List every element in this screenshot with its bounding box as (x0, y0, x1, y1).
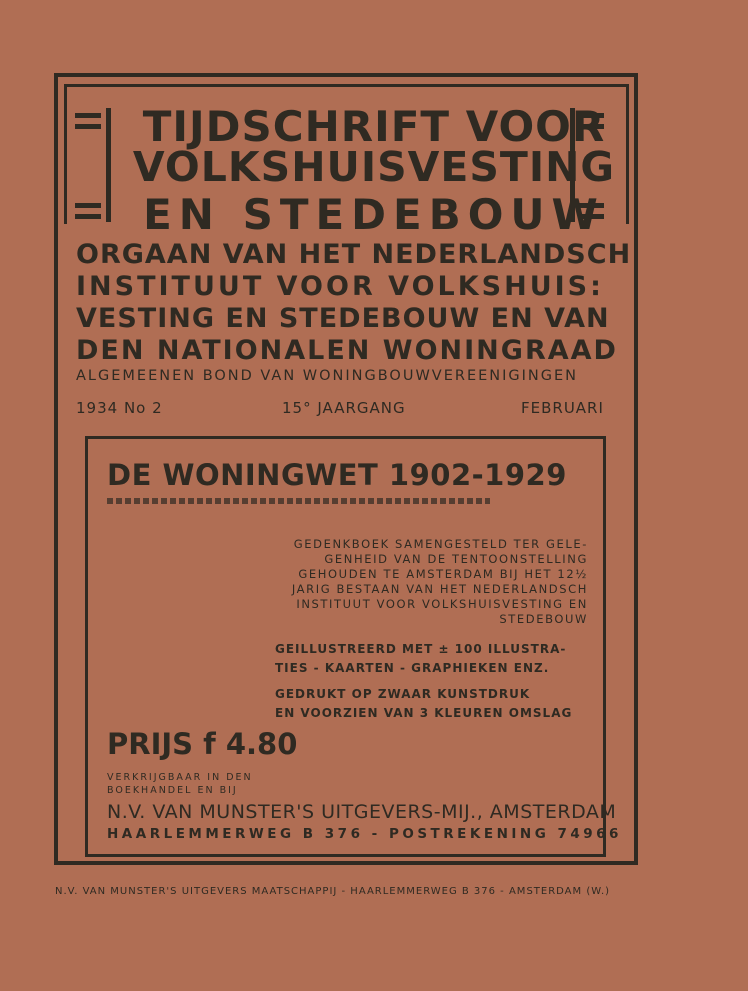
description-line: JARIG BESTAAN VAN HET NEDERLANDSCH (291, 582, 588, 596)
subtitle-line-2: INSTITUUT VOOR VOLKSHUIS: (76, 271, 604, 302)
subtitle-line-3: VESTING EN STEDEBOUW EN VAN (76, 303, 610, 334)
advertisement-title: DE WONINGWET 1902-1929 (107, 458, 567, 492)
subtitle-line-4: DEN NATIONALEN WONINGRAAD (76, 335, 618, 366)
description-line: GENHEID VAN DE TENTOONSTELLING (324, 552, 588, 566)
description-line: INSTITUUT VOOR VOLKSHUISVESTING EN (296, 597, 588, 611)
issue-volume: 15° JAARGANG (282, 399, 406, 417)
print-line: GEDRUKT OP ZWAAR KUNSTDRUK (275, 687, 531, 701)
subtitle-line-5: ALGEMEENEN BOND VAN WONINGBOUWVEREENIGINGEN (76, 368, 579, 384)
footer-imprint: N.V. VAN MUNSTER'S UITGEVERS MAATSCHAPPIJ - HAARLEMMERWEG B 376 - AMSTERDAM (W.) (55, 886, 611, 897)
issue-number: 1934 No 2 (76, 399, 163, 417)
masthead-line-3: EN STEDEBOUW (143, 190, 605, 239)
seller-line: BOEKHANDEL EN BIJ (107, 785, 238, 796)
advertisement-title-underline (107, 498, 490, 504)
price: PRIJS f 4.80 (107, 727, 298, 761)
description-line: GEHOUDEN TE AMSTERDAM BIJ HET 12½ (298, 567, 588, 581)
seller-line: VERKRIJGBAAR IN DEN (107, 772, 253, 783)
subtitle-line-1: ORGAAN VAN HET NEDERLANDSCH (76, 239, 632, 270)
features-line: TIES - KAARTEN - GRAPHIEKEN ENZ. (275, 661, 550, 675)
publisher: N.V. VAN MUNSTER'S UITGEVERS-MIJ., AMSTERDAM (107, 801, 617, 823)
masthead-line-1: TIJDSCHRIFT VOOR (142, 102, 606, 151)
print-line: EN VOORZIEN VAN 3 KLEUREN OMSLAG (275, 706, 573, 720)
description-line: GEDENKBOEK SAMENGESTELD TER GELE- (293, 537, 588, 551)
publisher-address: HAARLEMMERWEG B 376 - POSTREKENING 74966 (107, 826, 622, 842)
masthead-line-2: VOLKSHUISVESTING (132, 143, 616, 191)
features-line: GEILLUSTREERD MET ± 100 ILLUSTRA- (275, 642, 567, 656)
issue-month: FEBRUARI (521, 399, 604, 417)
description-line: STEDEBOUW (499, 612, 588, 626)
